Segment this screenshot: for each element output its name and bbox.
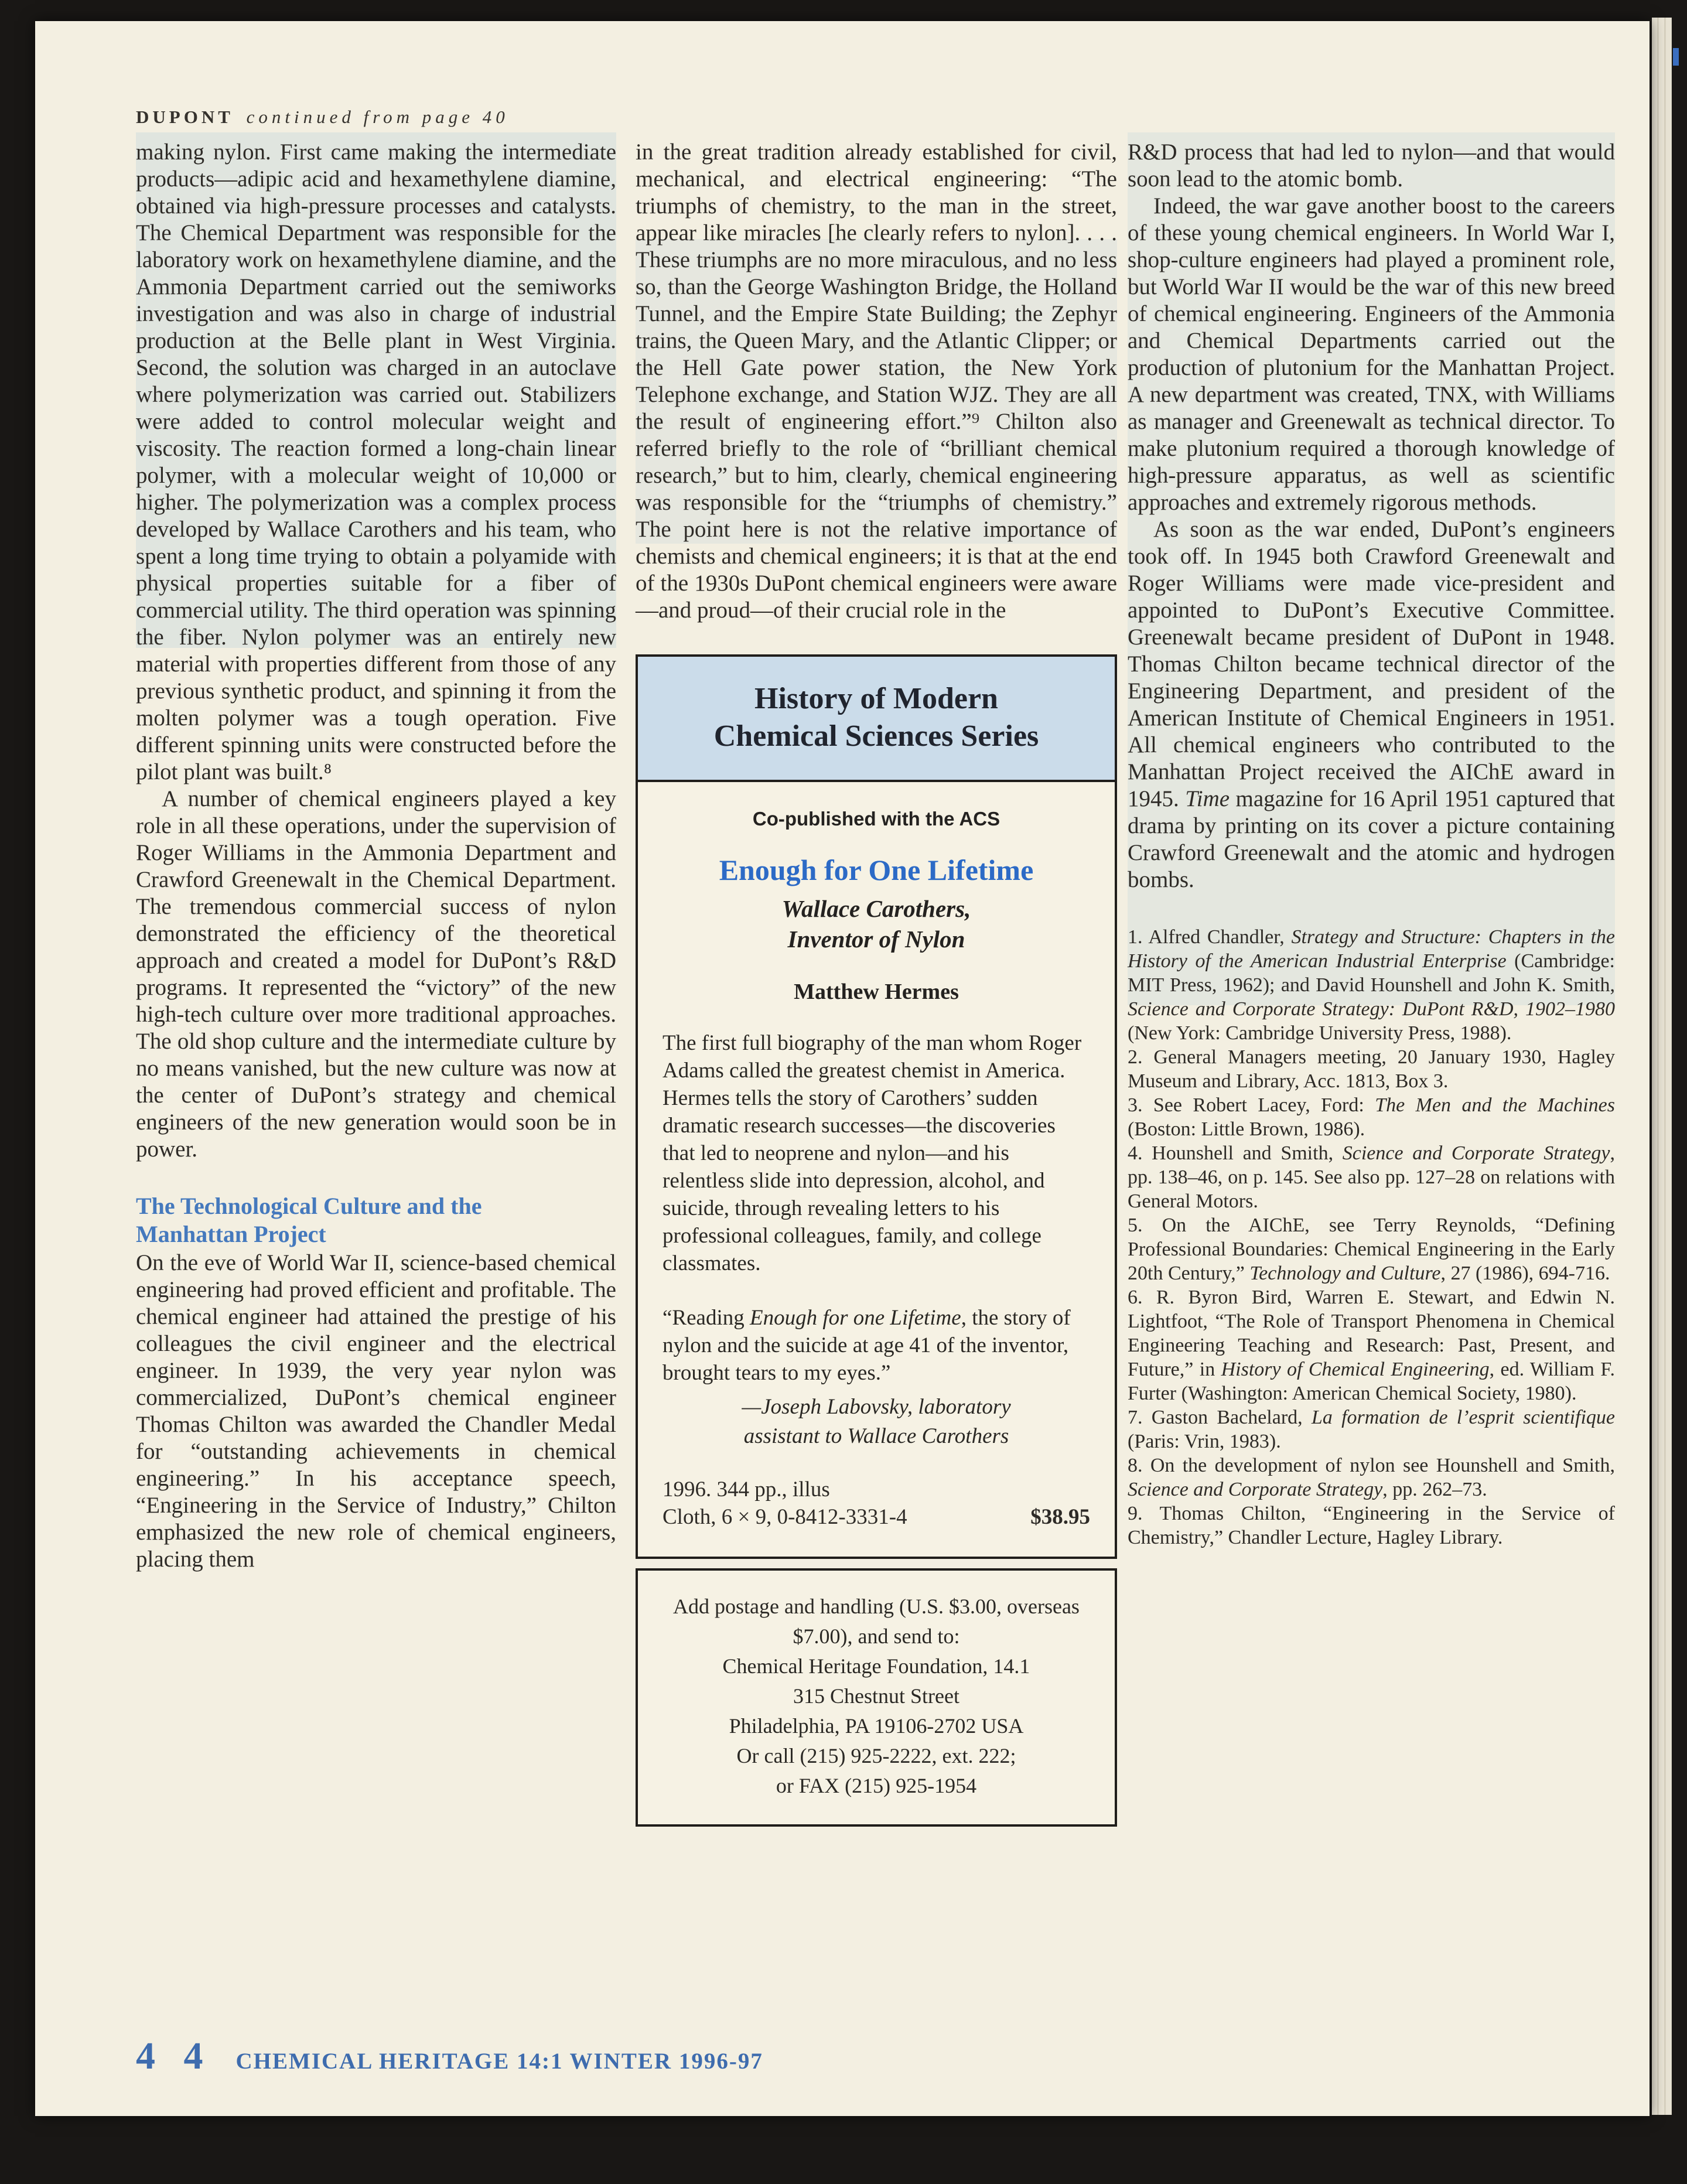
body-paragraph: R&D process that had led to nylon—and that would soon lead to the atomic bomb. [1128,139,1615,192]
series-title-line: Chemical Sciences Series [713,719,1039,753]
publication-details-row [662,1503,1090,1531]
quote-attribution-line: assistant to Wallace Carothers [743,1424,1009,1448]
continued-text: continued from page 40 [246,107,509,127]
book-review-quote: “Reading Enough for one Lifetime, the story of nylon and the suicide at age 41 of the inventor, brought tears to my eyes.” [662,1306,1071,1385]
book-advertisement-box [636,654,1117,1559]
quote-attribution [638,1393,1115,1451]
book-author: Matthew Hermes [794,980,959,1004]
order-line: Or call (215) 925-2222, ext. 222; [736,1744,1016,1767]
book-subtitle-line: Wallace Carothers, [781,895,971,922]
footnote: 7. Gaston Bachelard, La formation de l’esprit scientifique (Paris: Vrin, 1983). [1128,1407,1615,1452]
body-paragraph: As soon as the war ended, DuPont’s engineers took off. In 1945 both Crawford Greenewalt and Roger Williams were made vice-president and appointed to DuPont’s Executive Committee. Greenewalt became president of DuPont in 1948. Thomas Chilton became technical director of the Engineering Department, and president of the American Institute of Chemical Engineers in 1951. All chemical engineers who contributed to the Manhattan Project received the AIChE award in 1945. Time magazine for 16 April 1951 captured that drama by printing on its cover a picture containing Crawford Greenewalt and the atomic and hydrogen bombs. [1128,517,1615,892]
article-column-middle [636,139,1117,1827]
footnote: 2. General Managers meeting, 20 January 1930, Hagley Museum and Library, Acc. 1813, Box 3. [1128,1046,1615,1092]
binding-isbn: Cloth, 6 × 9, 0-8412-3331-4 [662,1505,907,1529]
price: $38.95 [1030,1505,1090,1529]
co-published-note: Co-published with the ACS [752,808,1000,830]
body-paragraph: in the great tradition already established for civil, mechanical, and electrical engineering: “The triumphs of chemistry, to the man in the street, appear like miracles [he clearly refers to nylon]. . . . These triumphs are no more miraculous, and no less so, than the George Washington Bridge, the Holland Tunnel, and the Empire State Building; the Zephyr trains, the Queen Mary, and the Atlantic Clipper; or the Hell Gate power station, the New York Telephone exchange, and Station WJZ. They are all the result of engineering effort.”⁹ Chilton also referred briefly to the role of “brilliant chemical research,” but to him, clearly, chemical engineering was responsible for the “triumphs of chemistry.” The point here is not the relative importance of chemists and chemical engineers; it is that at the end of the 1930s DuPont chemical engineers were aware—and proud—of their crucial role in the [636,139,1117,623]
fore-edge-blue-mark [1673,48,1679,66]
page-number: 4 4 [136,2035,213,2077]
publication-details: 1996. 344 pp., illus [662,1477,830,1502]
book-description: The first full biography of the man whom Roger Adams called the greatest chemist in America. Hermes tells the story of Carothers’ sudden dramatic research successes—the discoveries that led to neoprene and nylon—and his relentless slide into depression, alcohol, and suicide, through revealing letters to his professional colleagues, family, and college classmates. [662,1031,1082,1275]
order-line: Add postage and handling (U.S. $3.00, overseas $7.00), and send to: [673,1595,1080,1648]
footnote: 6. R. Byron Bird, Warren E. Stewart, and Edwin N. Lightfoot, “The Role of Transport Phenomena in Chemical Engineering Teaching and Research: Past, Present, and Future,” in History of Chemical Engineering, ed. William F. Furter (Washington: American Chemical Society, 1980). [1128,1286,1616,1404]
book-title: Enough for One Lifetime [719,854,1034,886]
body-paragraph: On the eve of World War II, science-based chemical engineering had proved efficient and profitable. The chemical engineer had attained the prestige of his colleagues the civil engineer and the electrical engineer. In 1939, the very year nylon was commercialized, DuPont’s chemical engineer Thomas Chilton was awarded the Chandler Medal for “outstanding achievements in chemical engineering.” In his acceptance speech, “Engineering in the Service of Industry,” Chilton emphasized the new role of chemical engineers, placing them [136,1250,616,1572]
book-subtitle [638,893,1115,954]
footnotes-section [1128,925,1615,1550]
quote-attribution-line: —Joseph Labovsky, laboratory [742,1395,1011,1419]
footnote: 3. See Robert Lacey, Ford: The Men and the Machines (Boston: Little Brown, 1986). [1128,1094,1616,1140]
section-heading: The Technological Culture and the Manhattan Project [136,1193,482,1247]
order-line: or FAX (215) 925-1954 [776,1774,977,1797]
article-column-left [136,106,616,1573]
footnote: 8. On the development of nylon see Hounshell and Smith, Science and Corporate Strategy, pp. 262–73. [1128,1455,1615,1500]
order-info-box [636,1568,1117,1827]
book-subtitle-line: Inventor of Nylon [787,926,965,953]
body-paragraph: A number of chemical engineers played a key role in all these operations, under the supervision of Roger Williams in the Ammonia Department and Crawford Greenewalt in the Chemical Department. The tremendous commercial success of nylon demonstrated the efficiency of the theoretical approach and created a model for DuPont’s R&D programs. It represented the “victory” of the new high-tech culture over more traditional approaches. The old shop culture and the intermediate culture by no means vanished, but the new culture was now at the center of DuPont’s strategy and chemical engineers of the new generation would soon be in power. [136,786,616,1162]
footnote: 1. Alfred Chandler, Strategy and Structure: Chapters in the History of the American Industrial Enterprise (Cambridge: MIT Press, 1962); and David Hounshell and John K. Smith, Science and Corporate Strategy: DuPont R&D, 1902–1980 (New York: Cambridge University Press, 1988). [1128,926,1616,1044]
body-paragraph: Indeed, the war gave another boost to the careers of these young chemical engineers. In World War I, shop-culture engineers had played a prominent role, but World War II would be the war of this new breed of chemical engineering. Engineers of the Ammonia and Chemical Departments carried out the production of plutonium for the Manhattan Project. A new department was created, TNX, with Williams as manager and Greenewalt as technical director. To make plutonium required a thorough knowledge of high-pressure apparatus, as well as scientific approaches and extremely rigorous methods. [1128,193,1615,515]
order-line: 315 Chestnut Street [793,1684,959,1708]
order-line: Philadelphia, PA 19106-2702 USA [729,1714,1024,1738]
series-title-line: History of Modern [754,682,998,715]
footnote: 9. Thomas Chilton, “Engineering in the Service of Chemistry,” Chandler Lecture, Hagley Library. [1128,1503,1615,1548]
magazine-page [35,21,1650,2116]
footnote: 5. On the AIChE, see Terry Reynolds, “Defining Professional Boundaries: Chemical Engineering in the Early 20th Century,” Technology and Culture, 27 (1986), 694-716. [1128,1214,1615,1284]
article-column-right [1128,139,1615,1550]
page-footer [136,2034,763,2079]
order-line: Chemical Heritage Foundation, 14.1 [722,1654,1030,1678]
continued-from-note [136,106,616,128]
footnote: 4. Hounshell and Smith, Science and Corporate Strategy, pp. 138–46, on p. 145. See also pp. 127–28 on relations with General Motors. [1128,1142,1615,1212]
journal-title-line: CHEMICAL HERITAGE 14:1 WINTER 1996-97 [235,2049,763,2074]
body-paragraph: making nylon. First came making the intermediate products—adipic acid and hexamethylene diamine, obtained via high-pressure processes and catalysts. The Chemical Department was responsible for the laboratory work on hexamethylene diamine, and the Ammonia Department carried out the semiworks investigation and was also in charge of industrial production at the Belle plant in West Virginia. Second, the solution was charged in an autoclave where polymerization was carried out. Stabilizers were added to control molecular weight and viscosity. The reaction formed a long-chain linear polymer, with a molecular weight of 10,000 or higher. The polymerization was a complex process developed by Wallace Carothers and his team, who spent a long time trying to obtain a polyamide with physical properties suitable for a fiber of commercial utility. The third operation was spinning the fiber. Nylon polymer was an entirely new material with properties different from those of any previous synthetic product, and spinning it from the molten polymer was a tough operation. Five different spinning units were constructed before the pilot plant was built.⁸ [136,139,616,784]
series-header [638,657,1115,782]
article-tag: DUPONT [136,107,234,127]
page-stack-edge [1652,18,1672,2115]
